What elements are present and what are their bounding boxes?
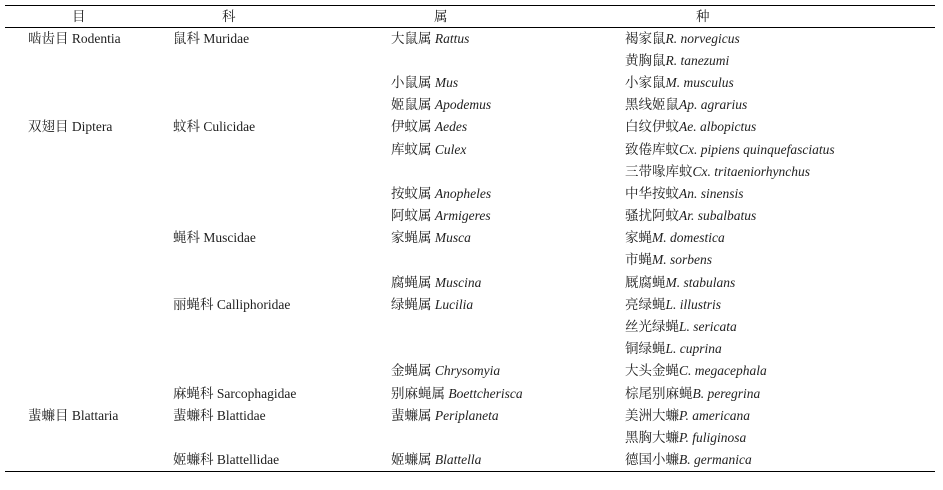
genus-cn-text: 蜚蠊属 — [391, 407, 432, 423]
order-cell — [5, 294, 173, 316]
species-latin-text: P. fuliginosa — [679, 429, 747, 445]
table-row — [5, 427, 935, 449]
species-latin-text: L. illustris — [665, 296, 722, 312]
genus-latin-text: Anopheles — [434, 185, 492, 201]
genus-latin-text: Aedes — [434, 119, 468, 135]
table-row — [5, 249, 935, 271]
table-row — [5, 360, 935, 382]
species-cell — [625, 72, 935, 94]
genus-latin-text: Blattella — [434, 451, 482, 467]
genus-cell — [391, 383, 625, 405]
species-cn-text: 大头金蝇 — [625, 363, 679, 379]
table-row — [5, 138, 935, 160]
species-cell — [625, 50, 935, 72]
species-cell — [625, 316, 935, 338]
genus-latin-text: Rattus — [434, 30, 470, 46]
table-row — [5, 116, 935, 138]
header-species: 种 — [696, 8, 710, 24]
taxonomy-table — [5, 5, 935, 472]
genus-cell — [391, 249, 625, 271]
table-row — [5, 316, 935, 338]
order-cell — [5, 50, 173, 72]
genus-cell — [391, 72, 625, 94]
species-latin-text: Ap. agrarius — [679, 97, 748, 113]
genus-latin-text: Lucilia — [434, 296, 474, 312]
genus-cn-text: 绿蝇属 — [391, 296, 432, 312]
family-cell: 姬蠊科 Blattellidae — [173, 451, 280, 467]
family-cell: 麻蝇科 Sarcophagidae — [173, 385, 297, 401]
table-row — [5, 28, 935, 50]
species-cell — [625, 183, 935, 205]
genus-cell — [391, 338, 625, 360]
order-cell — [5, 249, 173, 271]
genus-cell — [391, 405, 625, 427]
table-body — [5, 28, 935, 472]
header-genus: 属 — [434, 8, 448, 24]
header-order: 目 — [72, 8, 86, 24]
species-latin-text: An. sinensis — [679, 185, 744, 201]
family-cell: 蚊科 Culicidae — [173, 119, 256, 135]
species-cn-text: 白纹伊蚊 — [625, 119, 679, 135]
species-cn-text: 致倦库蚊 — [625, 141, 679, 157]
species-cell — [625, 272, 935, 294]
order-cell — [5, 449, 173, 471]
genus-latin-text: Armigeres — [434, 208, 491, 224]
genus-cell — [391, 360, 625, 382]
species-latin-text: R. norvegicus — [665, 30, 740, 46]
order-cell — [5, 338, 173, 360]
header-family: 科 — [222, 8, 236, 24]
genus-cell — [391, 183, 625, 205]
species-cn-text: 美洲大蠊 — [625, 407, 679, 423]
genus-cn-text: 伊蚊属 — [391, 119, 432, 135]
family-cell — [173, 72, 391, 94]
genus-cn-text: 小鼠属 — [391, 74, 432, 90]
genus-cell — [391, 294, 625, 316]
species-latin-text: R. tanezumi — [665, 52, 730, 68]
genus-cn-text: 按蚊属 — [391, 185, 432, 201]
species-cell — [625, 449, 935, 471]
genus-cell — [391, 161, 625, 183]
genus-latin-text: Culex — [434, 141, 467, 157]
species-latin-text: M. stabulans — [665, 274, 736, 290]
order-cell — [5, 383, 173, 405]
family-cell — [173, 94, 391, 116]
table-row — [5, 205, 935, 227]
family-cell: 丽蝇科 Calliphoridae — [173, 296, 291, 312]
genus-cn-text: 别麻蝇属 — [391, 385, 445, 401]
table-row — [5, 50, 935, 72]
header-row — [5, 6, 935, 28]
species-cn-text: 骚扰阿蚊 — [625, 208, 679, 224]
order-cell — [5, 138, 173, 160]
species-latin-text: B. germanica — [679, 451, 752, 467]
species-cn-text: 黑线姬鼠 — [625, 97, 679, 113]
genus-cell — [391, 449, 625, 471]
order-cell: 蜚蠊目 Blattaria — [28, 407, 119, 423]
family-cell — [173, 427, 391, 449]
species-latin-text: M. sorbens — [652, 252, 712, 268]
genus-latin-text: Muscina — [434, 274, 482, 290]
genus-cell — [391, 94, 625, 116]
genus-latin-text: Chrysomyia — [434, 363, 501, 379]
table-row — [5, 405, 935, 427]
family-cell — [173, 360, 391, 382]
genus-cell — [391, 205, 625, 227]
genus-cell — [391, 138, 625, 160]
genus-latin-text: Apodemus — [434, 97, 492, 113]
species-cell — [625, 338, 935, 360]
species-cell — [625, 249, 935, 271]
species-cn-text: 褐家鼠 — [625, 30, 666, 46]
family-cell: 鼠科 Muridae — [173, 30, 250, 46]
species-cn-text: 黑胸大蠊 — [625, 429, 679, 445]
table-row — [5, 383, 935, 405]
species-latin-text: M. musculus — [665, 74, 734, 90]
species-cn-text: 棕尾别麻蝇 — [625, 385, 693, 401]
species-cell — [625, 116, 935, 138]
order-cell — [5, 316, 173, 338]
species-cn-text: 家蝇 — [625, 230, 652, 246]
table-row — [5, 338, 935, 360]
species-cell — [625, 383, 935, 405]
species-cn-text: 中华按蚊 — [625, 185, 679, 201]
family-cell — [173, 338, 391, 360]
family-cell: 蜚蠊科 Blattidae — [173, 407, 266, 423]
species-cell — [625, 405, 935, 427]
family-cell — [173, 138, 391, 160]
order-cell — [5, 161, 173, 183]
species-cell — [625, 427, 935, 449]
genus-cn-text: 姬蠊属 — [391, 451, 432, 467]
table-row — [5, 449, 935, 471]
table-header — [5, 6, 935, 28]
species-cn-text: 德国小蠊 — [625, 451, 679, 467]
species-cn-text: 黄胸鼠 — [625, 52, 666, 68]
species-latin-text: L. sericata — [679, 319, 737, 335]
species-cell — [625, 138, 935, 160]
genus-cn-text: 大鼠属 — [391, 30, 432, 46]
species-cell — [625, 227, 935, 249]
species-latin-text: C. megacephala — [679, 363, 767, 379]
order-cell — [5, 94, 173, 116]
order-cell: 双翅目 Diptera — [28, 119, 113, 135]
table-row — [5, 294, 935, 316]
genus-cell — [391, 227, 625, 249]
species-latin-text: P. americana — [679, 407, 750, 423]
family-cell — [173, 205, 391, 227]
genus-cell — [391, 272, 625, 294]
family-cell — [173, 316, 391, 338]
order-cell — [5, 205, 173, 227]
genus-cell — [391, 116, 625, 138]
order-cell — [5, 227, 173, 249]
genus-cn-text: 库蚊属 — [391, 141, 432, 157]
family-cell — [173, 183, 391, 205]
species-cn-text: 三带喙库蚊 — [625, 163, 693, 179]
genus-cell — [391, 316, 625, 338]
family-cell — [173, 249, 391, 271]
table-row — [5, 272, 935, 294]
genus-cell — [391, 50, 625, 72]
genus-cn-text: 姬鼠属 — [391, 97, 432, 113]
species-latin-text: Cx. pipiens quinquefasciatus — [679, 141, 835, 157]
species-latin-text: M. domestica — [652, 230, 725, 246]
order-cell — [5, 427, 173, 449]
genus-cn-text: 金蝇属 — [391, 363, 432, 379]
species-cn-text: 铜绿蝇 — [625, 341, 666, 357]
genus-latin-text: Periplaneta — [434, 407, 499, 423]
order-cell: 啮齿目 Rodentia — [28, 30, 121, 46]
species-cn-text: 市蝇 — [625, 252, 652, 268]
family-cell — [173, 50, 391, 72]
species-latin-text: L. cuprina — [665, 341, 722, 357]
species-latin-text: Cx. tritaeniorhynchus — [692, 163, 810, 179]
genus-latin-text: Boettcherisca — [448, 385, 523, 401]
species-cell — [625, 294, 935, 316]
species-latin-text: Ae. albopictus — [679, 119, 757, 135]
species-cell — [625, 205, 935, 227]
family-cell — [173, 161, 391, 183]
taxonomy-table-container — [5, 5, 935, 472]
genus-latin-text: Mus — [434, 74, 459, 90]
order-cell — [5, 272, 173, 294]
genus-cell — [391, 427, 625, 449]
species-cn-text: 小家鼠 — [625, 74, 666, 90]
genus-cell — [391, 28, 625, 50]
family-cell — [173, 272, 391, 294]
species-latin-text: Ar. subalbatus — [679, 208, 757, 224]
genus-cn-text: 家蝇属 — [391, 230, 432, 246]
order-cell — [5, 360, 173, 382]
table-row — [5, 183, 935, 205]
species-cn-text: 丝光绿蝇 — [625, 319, 679, 335]
genus-latin-text: Musca — [434, 230, 471, 246]
species-cell — [625, 28, 935, 50]
order-cell — [5, 183, 173, 205]
table-row — [5, 72, 935, 94]
table-row — [5, 227, 935, 249]
species-latin-text: B. peregrina — [692, 385, 761, 401]
genus-cn-text: 腐蝇属 — [391, 274, 432, 290]
species-cell — [625, 360, 935, 382]
table-row — [5, 94, 935, 116]
species-cn-text: 厩腐蝇 — [625, 274, 666, 290]
genus-cn-text: 阿蚊属 — [391, 208, 432, 224]
species-cell — [625, 161, 935, 183]
species-cn-text: 亮绿蝇 — [625, 296, 666, 312]
species-cell — [625, 94, 935, 116]
table-row — [5, 161, 935, 183]
family-cell: 蝇科 Muscidae — [173, 230, 256, 246]
order-cell — [5, 72, 173, 94]
